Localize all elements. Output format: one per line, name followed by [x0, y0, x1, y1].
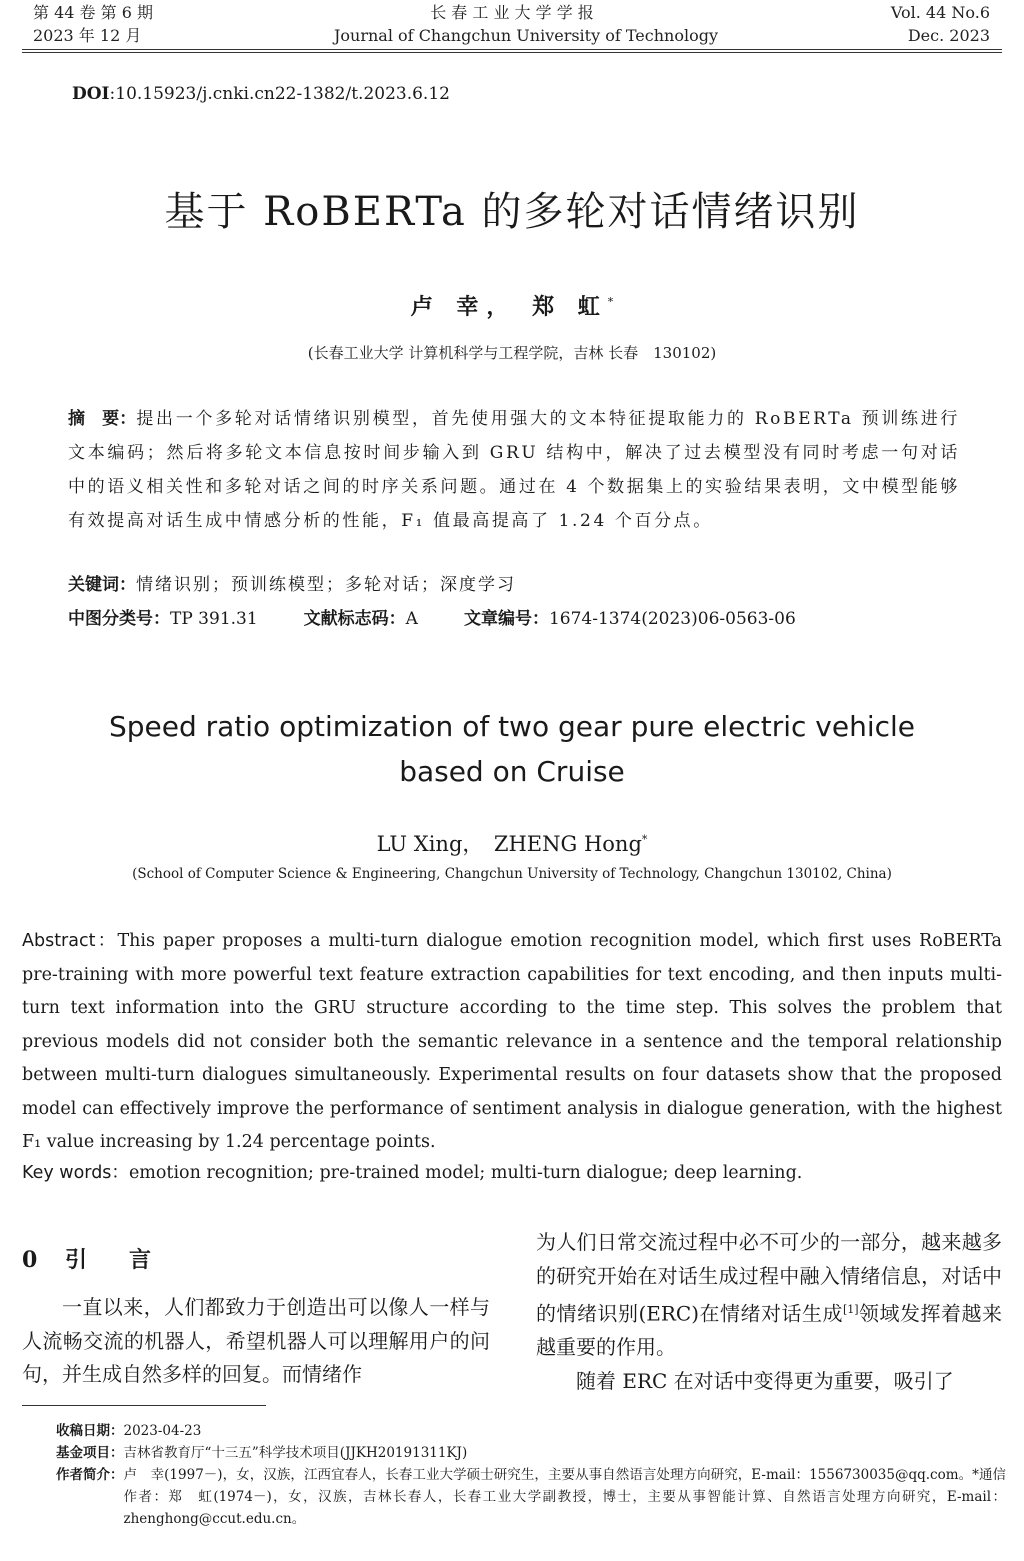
- doc-code-value: A: [405, 609, 418, 629]
- body-column-left: [22, 1291, 490, 1392]
- header-volume-cn: 第 44 卷 第 6 期: [33, 3, 153, 22]
- header-rule: [22, 49, 1002, 50]
- section-heading: [22, 1243, 161, 1274]
- body-paragraph: 随着 ERC 在对话中变得更为重要，吸引了: [576, 1368, 954, 1393]
- affiliation-cn: (长春工业大学 计算机科学与工程学院，吉林 长春 130102): [307, 344, 717, 362]
- keywords-en: [22, 1159, 802, 1184]
- abstract-en: [22, 925, 1002, 1160]
- corresponding-mark-en: *: [641, 833, 648, 846]
- header-date-cn: 2023 年 12 月: [33, 26, 142, 45]
- affiliation-en: (School of Computer Science & Engineering, Changchun University of Technology, Changchun 130102, China): [132, 866, 892, 882]
- received-label: 收稿日期：: [56, 1423, 124, 1439]
- abstract-en-label: Abstract：: [22, 931, 118, 951]
- bio-label: 作者简介：: [56, 1467, 124, 1483]
- clc-label: 中图分类号：: [68, 609, 170, 629]
- keywords-en-label: Key words：: [22, 1163, 129, 1183]
- citation-ref: [1]: [842, 1303, 859, 1316]
- header-date-en: Dec. 2023: [907, 26, 990, 45]
- body-text: 领域发挥着越来越重要的作用。: [536, 1301, 1003, 1360]
- footnote-bio: [56, 1464, 1006, 1530]
- keywords-cn-label: 关键词：: [68, 575, 136, 595]
- section-title: 引 言: [64, 1247, 161, 1273]
- paper-title-en-line2: based on Cruise: [399, 755, 625, 788]
- paper-title-cn: 基于 RoBERTa 的多轮对话情绪识别: [164, 189, 860, 235]
- body-text: 为人们日常交流过程中必不可少的一部分，越来越多的研究开始在对话生成过程中融入情绪信息，对话中的情绪识别(ERC)在情绪对话生成: [536, 1230, 1002, 1326]
- author-names-en: LU Xing， ZHENG Hong: [376, 832, 642, 856]
- paper-title-en-line1: Speed ratio optimization of two gear pure electric vehicle: [108, 710, 916, 743]
- corresponding-mark: *: [607, 295, 614, 309]
- header-volume-en: Vol. 44 No.6: [890, 3, 990, 22]
- footnote-received: [56, 1420, 1006, 1442]
- article-no-value: 1674-1374(2023)06-0563-06: [548, 609, 796, 629]
- clc-value: TP 391.31: [170, 609, 258, 629]
- authors-cn: [0, 290, 1024, 321]
- body-paragraph: [536, 1226, 1002, 1365]
- fund-value: 吉林省教育厅“十三五”科学技术项目(JJKH20191311KJ): [123, 1445, 468, 1461]
- doc-code-label: 文献标志码：: [303, 609, 406, 629]
- doi-value: 10.15923/j.cnki.cn22-1382/t.2023.6.12: [115, 84, 450, 104]
- header-rule: [22, 52, 1002, 53]
- fund-label: 基金项目：: [56, 1445, 124, 1461]
- keywords-en-text: emotion recognition; pre-trained model; multi-turn dialogue; deep learning.: [128, 1163, 803, 1183]
- header-journal-cn: 长 春 工 业 大 学 学 报: [430, 3, 594, 22]
- abstract-cn: [68, 402, 960, 538]
- article-no-label: 文章编号：: [463, 609, 549, 629]
- footnote-rule: [22, 1405, 266, 1406]
- body-paragraph: 一直以来，人们都致力于创造出可以像人一样与人流畅交流的机器人，希望机器人可以理解用户的问句，并生成自然多样的回复。而情绪作: [22, 1295, 490, 1386]
- abstract-en-text: This paper proposes a multi-turn dialogue emotion recognition model, which first uses RoBERTa pre-training with more powerful text feature extraction capabilities for text encoding, and then inputs multi-turn text information into the GRU structure according to the time step. This solves the problem that previous models did not consider both the semantic relevance in a sentence and the temporal relationship between multi-turn dialogues simultaneously. Experimental results on four datasets show that the proposed model can effectively improve the performance of sentiment analysis in dialogue generation, with the highest F₁ value increasing by 1.24 percentage points.: [22, 931, 1002, 1152]
- body-column-right: [536, 1226, 1002, 1398]
- keywords-cn: [68, 570, 516, 595]
- keywords-cn-text: 情绪识别；预训练模型；多轮对话；深度学习: [136, 575, 516, 595]
- authors-en: [0, 828, 1024, 858]
- header-journal-en: Journal of Changchun University of Technology: [334, 26, 718, 45]
- paper-title-en: [0, 704, 1024, 794]
- footnotes: [56, 1420, 1006, 1530]
- abstract-cn-text: 提出一个多轮对话情绪识别模型，首先使用强大的文本特征提取能力的 RoBERTa 预训练进行文本编码；然后将多轮文本信息按时间步输入到 GRU 结构中，解决了过去模型没有同时考虑一句对话中的语义相关性和多轮对话之间的时序关系问题。通过在 4 个数据集上的实验结果表明，文中模型能够有效提高对话生成中情感分析的性能，F₁ 值最高提高了 1.24 个百分点。: [68, 409, 961, 531]
- classification-line: [68, 604, 796, 629]
- author-names-cn: 卢 幸， 郑 虹: [410, 294, 608, 320]
- received-value: 2023-04-23: [123, 1423, 202, 1439]
- bio-value: 卢 幸(1997－)，女，汉族，江西宜春人，长春工业大学硕士研究生，主要从事自然语言处理方向研究，E-mail：1556730035@qq.com。*通信作者：郑 虹(1974－)，女，汉族，吉林长春人，长春工业大学副教授，博士，主要从事智能计算、自然语言处理方向研究，E-mail：zhenghong@ccut.edu.cn。: [123, 1467, 1006, 1527]
- doi: DOI:10.15923/j.cnki.cn22-1382/t.2023.6.12: [72, 84, 450, 104]
- footnote-fund: [56, 1442, 1006, 1464]
- doi-label: DOI: [72, 84, 110, 104]
- abstract-cn-label: 摘 要：: [68, 409, 137, 429]
- section-number: 0: [22, 1247, 48, 1273]
